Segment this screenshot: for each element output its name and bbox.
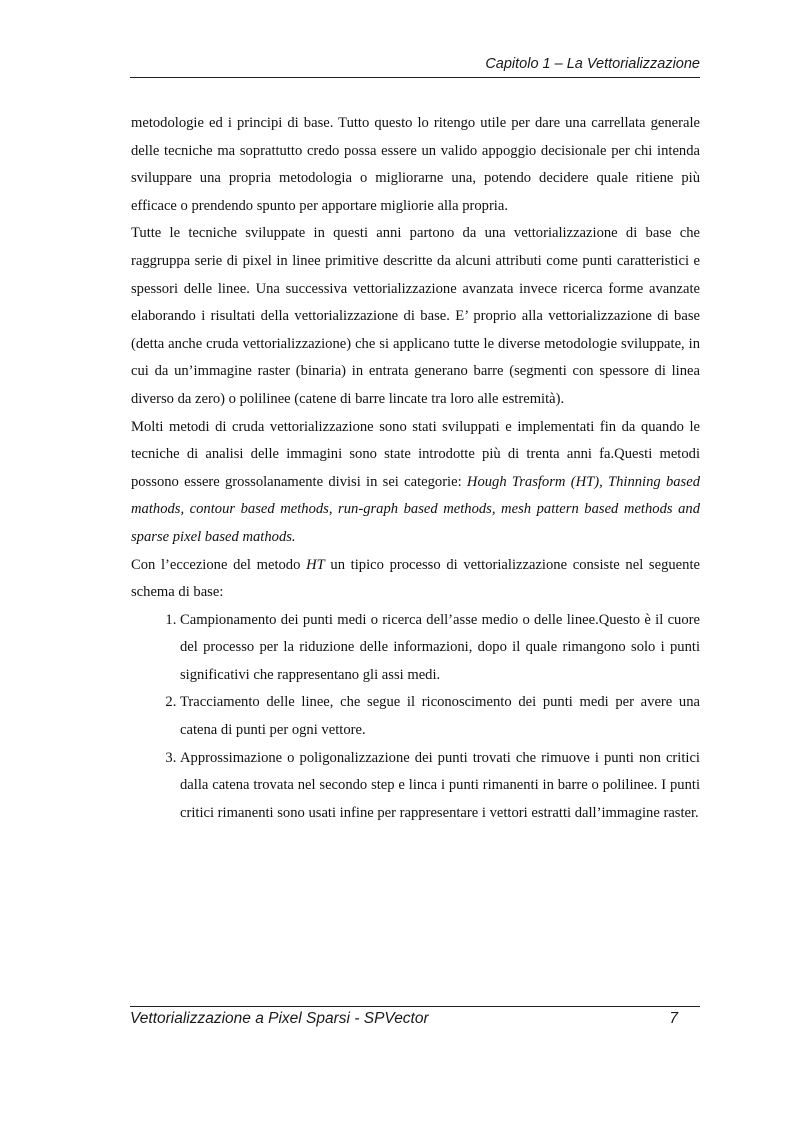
- paragraph-3: [131, 414, 700, 552]
- paragraph-2: Tutte le tecniche sviluppate in questi anni partono da una vettorializzazione di base che raggruppa serie di pixel in linee primitive descritte da alcuni attributi come punti caratteristici e spessori delle linee. Una successiva vettorializzazione avanzata invece ricerca forme avanzate elaborando i risultati della vettorializzazione di base. E’ proprio alla vettorializzazione di base (detta anche cruda vettorializzazione) che si applicano tutte le diverse metodologie sviluppate, in cui da un’immagine raster (binaria) in entrata generano barre (segmenti con spessore di linea diverso da zero) o polilinee (catene di barre lincate tra loro alle estremità).: [131, 225, 700, 407]
- list-item: 1. Campionamento dei punti medi o ricerca dell’asse medio o delle linee.Questo è il cuore del processo per la riduzione delle informazioni, dopo il quale rimangono solo i punti significativi che rappresentano gli assi medi.: [180, 607, 700, 690]
- paragraph-4-text-end: un tipico processo di vettorializzazione consiste nel seguente schema di base:: [131, 556, 700, 601]
- list-item: 3. Approssimazione o poligonalizzazione dei punti trovati che rimuove i punti non critici dalla catena trovata nel secondo step e linca i punti rimanenti in barre o polilinee. I punti critici rimanenti sono usati infine per rappresentare i vettori estratti dall’immagine raster.: [180, 745, 700, 828]
- page-number: 7: [669, 1010, 678, 1027]
- page-header: [130, 56, 700, 78]
- process-steps-list: [131, 607, 700, 828]
- paragraph-1: metodologie ed i principi di base. Tutto questo lo ritengo utile per dare una carrellata generale delle tecniche ma soprattutto credo possa essere un valido appoggio decisionale per chi intenda sviluppare una propria metodologia o migliorarne una, potendo decidere quale ritiene più efficace o prendendo spunto per apportare migliorie alla propria.: [131, 115, 700, 214]
- paragraph-4: [131, 552, 700, 607]
- footer-title: Vettorializzazione a Pixel Sparsi - SPVector: [130, 1010, 429, 1027]
- paragraph-3-method-list: Hough Trasform (HT), Thinning based mathods, contour based methods, run-graph based methods, mesh pattern based methods and sparse pixel based mathods.: [131, 473, 701, 545]
- page-footer: [130, 1006, 700, 1028]
- paragraph-3-text: Molti metodi di cruda vettorializzazione sono stati sviluppati e implementati fin da quando le tecniche di analisi delle immagini sono state introdotte più di trenta anni fa.Questi metodi possono essere grossolanamente divisi in sei categorie:: [131, 418, 700, 490]
- paragraph-4-ht: HT: [306, 556, 325, 573]
- list-item: 2. Tracciamento delle linee, che segue il riconoscimento dei punti medi per avere una catena di punti per ogni vettore.: [180, 689, 700, 744]
- chapter-title: Capitolo 1 – La Vettorializzazione: [485, 56, 700, 72]
- paragraph-4-text-start: Con l’eccezione del metodo: [131, 556, 307, 573]
- page-body: [131, 110, 700, 827]
